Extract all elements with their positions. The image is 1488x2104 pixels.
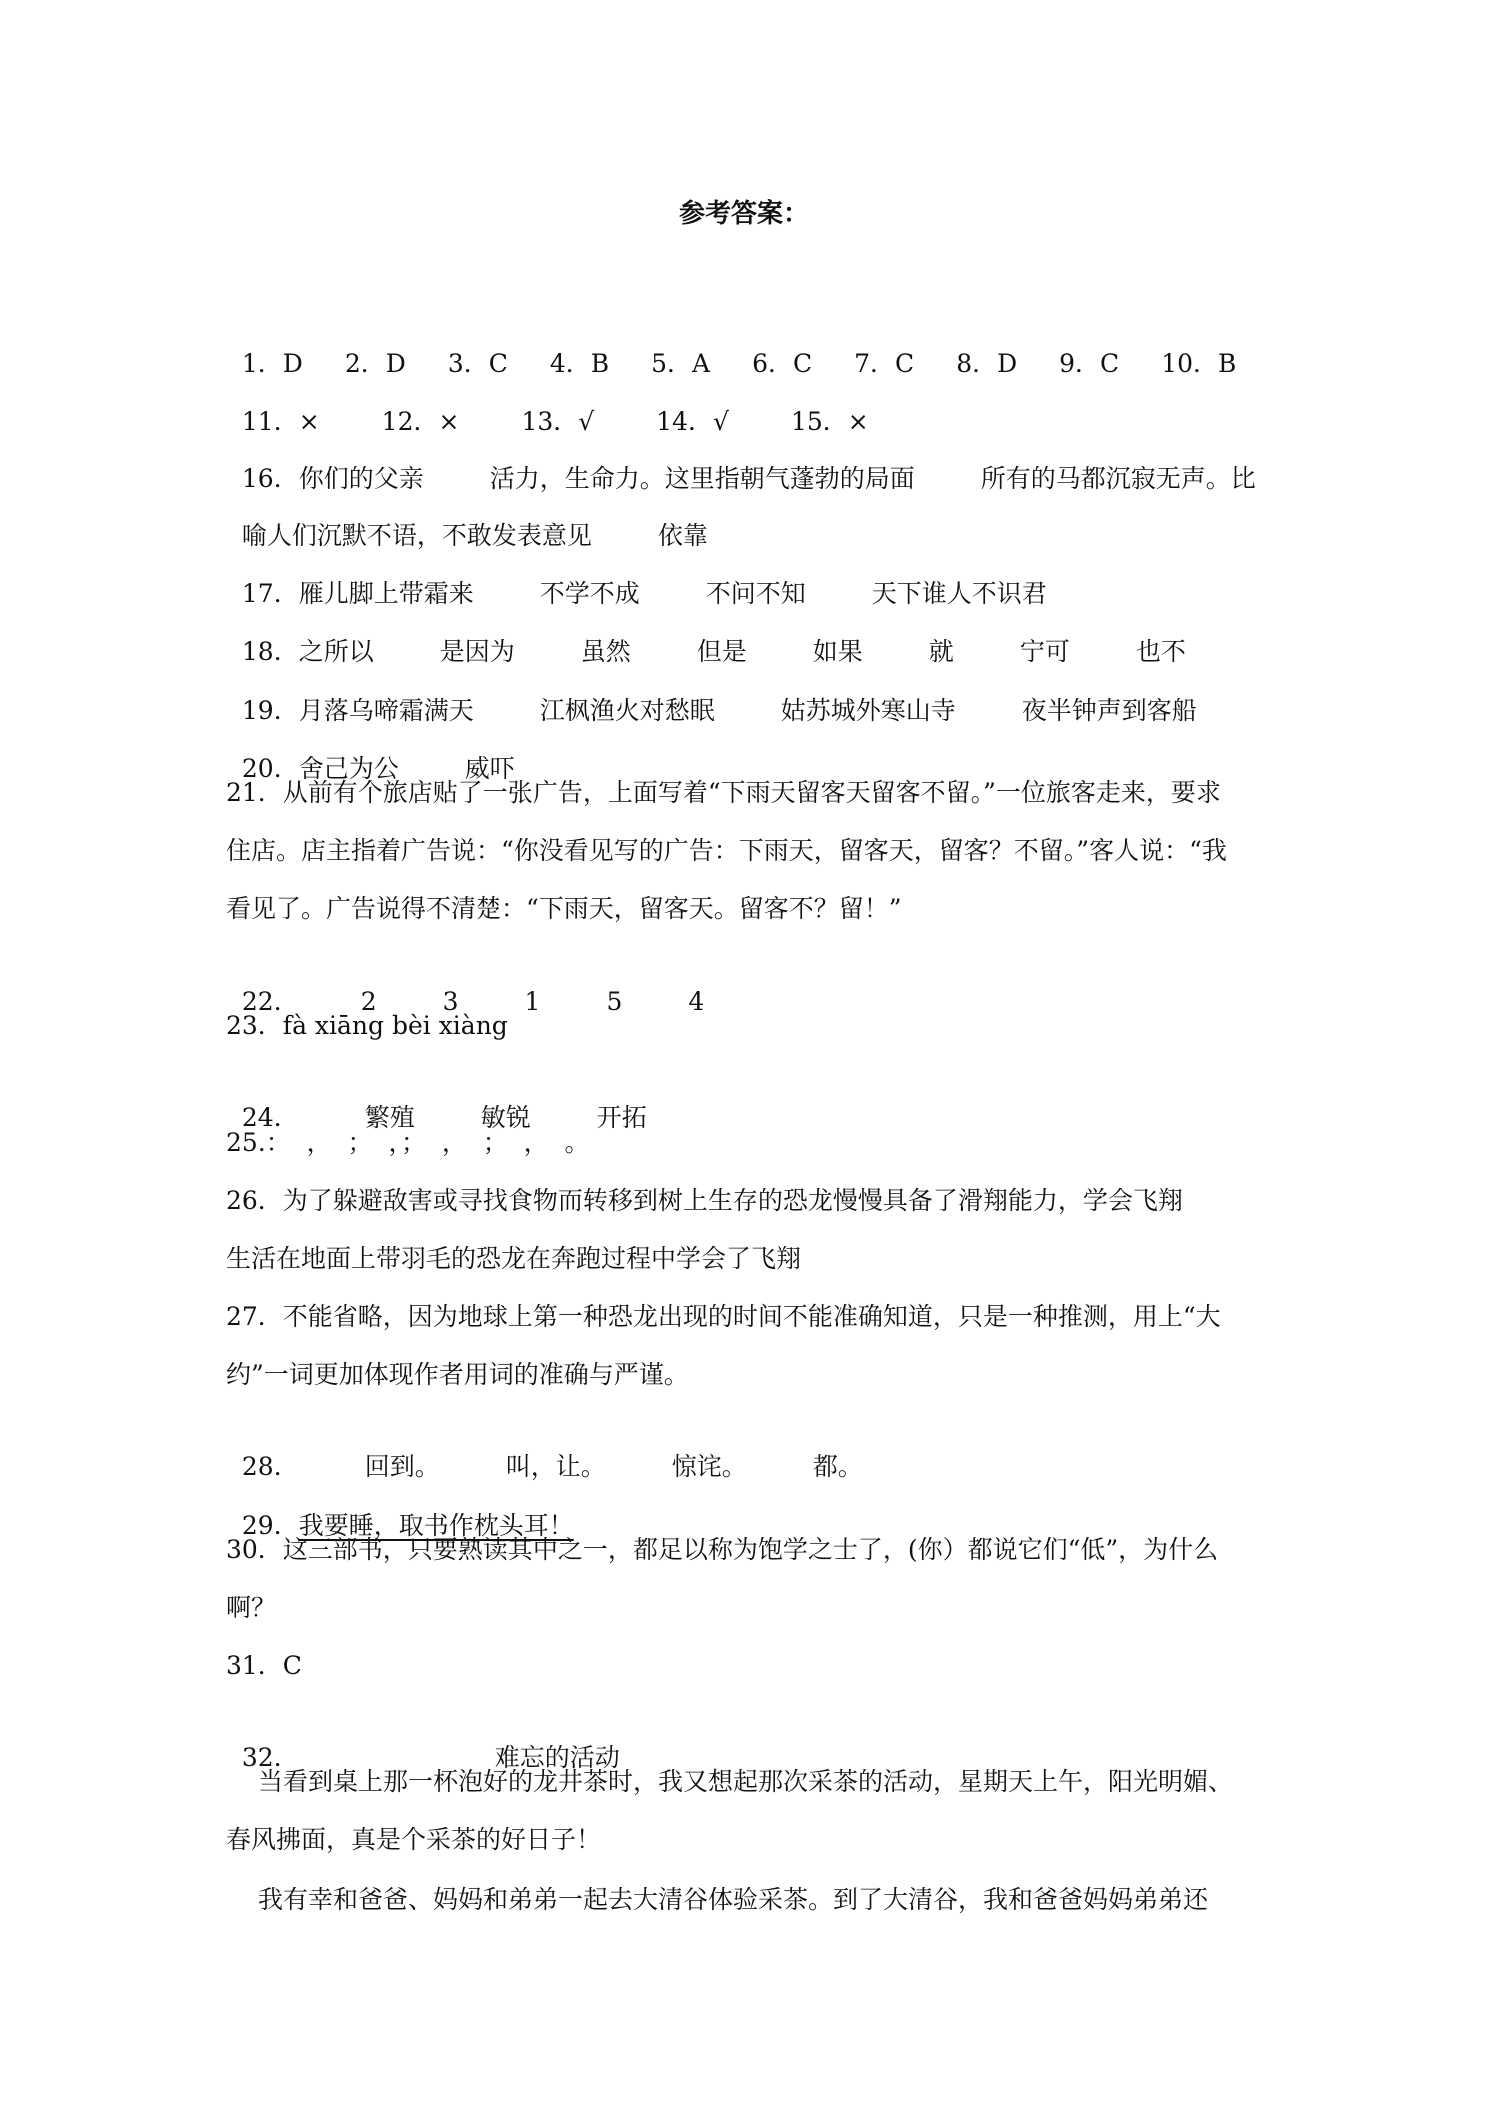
answer-23: 23．fà xiāng bèi xiàng bbox=[226, 1011, 508, 1040]
answer-32-number: 32． bbox=[241, 1743, 299, 1772]
answer-18-item: 虽然 bbox=[580, 637, 631, 666]
answer-30-line-2: 啊？ bbox=[226, 1593, 277, 1622]
answer-22-number: 22． bbox=[241, 987, 299, 1016]
page-title: 参考答案： bbox=[678, 199, 809, 229]
answer-28-number: 28． bbox=[241, 1452, 299, 1481]
essay-paragraph-2-line-1: 我有幸和爸爸、妈妈和弟弟一起去大清谷体验采茶。到了大清谷，我和爸爸妈妈弟弟还 bbox=[258, 1885, 1209, 1914]
answer-28-item: 回到。 bbox=[364, 1452, 440, 1481]
answer-17-item: 不问不知 bbox=[705, 579, 806, 608]
answer-14: 14．√ bbox=[656, 407, 729, 436]
answer-18-number: 18． bbox=[241, 637, 299, 666]
answer-18-item: 之所以 bbox=[298, 637, 374, 666]
answer-18 bbox=[226, 601, 1186, 669]
answer-20-item: 威吓 bbox=[464, 754, 515, 783]
answer-16-a2: 活力，生命力。这里指朝气蓬勃的局面 bbox=[489, 464, 915, 493]
answer-26-line-1: 26．为了躲避敌害或寻找食物而转移到树上生存的恐龙慢慢具备了滑翔能力，学会飞翔 bbox=[226, 1186, 1183, 1215]
answer-18-item: 是因为 bbox=[439, 637, 515, 666]
answer-19-item: 江枫渔火对愁眠 bbox=[539, 696, 715, 725]
answer-21-line-3: 看见了。广告说得不清楚：“下雨天，留客天。留客不？留！” bbox=[226, 894, 902, 923]
answer-18-item: 但是 bbox=[696, 637, 747, 666]
answer-29-text: 我要睡，取书作枕头耳！ bbox=[298, 1511, 574, 1540]
essay-paragraph-1-line-1: 当看到桌上那一杯泡好的龙井茶时，我又想起那次采茶的活动，星期天上午，阳光明媚、 bbox=[258, 1767, 1234, 1796]
answer-11: 11．× bbox=[241, 407, 320, 436]
answer-18-item: 就 bbox=[928, 637, 954, 666]
answer-22-item: 4 bbox=[688, 987, 705, 1016]
answer-18-item: 宁可 bbox=[1019, 637, 1070, 666]
answer-18-item: 如果 bbox=[812, 637, 863, 666]
essay-paragraph-1-line-2: 春风拂面，真是个采茶的好日子！ bbox=[226, 1825, 602, 1854]
answer-7: 7．C bbox=[854, 349, 915, 378]
answer-29-number: 29． bbox=[241, 1511, 299, 1540]
answer-22-item: 3 bbox=[442, 987, 459, 1016]
answer-17-item: 不学不成 bbox=[539, 579, 640, 608]
answer-19-item: 姑苏城外寒山寺 bbox=[780, 696, 956, 725]
essay-title: 难忘的活动 bbox=[494, 1743, 620, 1772]
answer-24-item: 繁殖 bbox=[364, 1103, 415, 1132]
answer-4: 4．B bbox=[549, 349, 610, 378]
answer-2: 2．D bbox=[344, 349, 406, 378]
answer-30-line-1: 30．这三部书，只要熟读其中之一，都足以称为饱学之士了，(你）都说它们“低”，为什么 bbox=[226, 1535, 1219, 1564]
answer-24-item: 开拓 bbox=[596, 1103, 647, 1132]
answer-24 bbox=[226, 1067, 647, 1135]
answer-16-a4: 依靠 bbox=[657, 521, 708, 550]
answer-10: 10．B bbox=[1161, 349, 1237, 378]
answer-8: 8．D bbox=[956, 349, 1018, 378]
answer-24-item: 敏锐 bbox=[480, 1103, 531, 1132]
answer-25: 25.： ， ； ，； ， ； ， 。 bbox=[226, 1128, 590, 1157]
answer-17-number: 17． bbox=[241, 579, 299, 608]
answer-27-line-2: 约”一词更加体现作者用词的准确与严谨。 bbox=[226, 1360, 689, 1389]
answer-18-item: 也不 bbox=[1135, 637, 1186, 666]
answer-24-number: 24． bbox=[241, 1103, 299, 1132]
answer-9: 9．C bbox=[1059, 349, 1120, 378]
answer-16-a3-cont: 喻人们沉默不语，不敢发表意见 bbox=[241, 521, 592, 550]
answer-28 bbox=[226, 1416, 863, 1484]
answer-1: 1．D bbox=[241, 349, 303, 378]
answer-20-number: 20． bbox=[241, 754, 299, 783]
answer-16-number: 16． bbox=[241, 464, 299, 493]
answer-21-line-1: 21．从前有个旅店贴了一张广告，上面写着“下雨天留客天留客不留。”一位旅客走来，要求 bbox=[226, 778, 1221, 807]
answer-22-item: 2 bbox=[360, 987, 377, 1016]
answer-26-line-2: 生活在地面上带羽毛的恐龙在奔跑过程中学会了飞翔 bbox=[226, 1244, 802, 1273]
answer-6: 6．C bbox=[752, 349, 813, 378]
answer-22-item: 1 bbox=[524, 987, 541, 1016]
answer-28-item: 惊诧。 bbox=[671, 1452, 747, 1481]
answer-17-item: 天下谁人不识君 bbox=[871, 579, 1047, 608]
answer-5: 5．A bbox=[651, 349, 711, 378]
answer-16-a1: 你们的父亲 bbox=[298, 464, 424, 493]
answer-21-line-2: 住店。店主指着广告说：“你没看见写的广告：下雨天，留客天，留客？不留。”客人说：“我 bbox=[226, 836, 1227, 865]
answer-19-number: 19． bbox=[241, 696, 299, 725]
answer-12: 12．× bbox=[381, 407, 460, 436]
answer-3: 3．C bbox=[447, 349, 508, 378]
answer-15: 15．× bbox=[790, 407, 869, 436]
answer-22-item: 5 bbox=[606, 987, 623, 1016]
answer-13: 13．√ bbox=[521, 407, 595, 436]
answer-19-item: 夜半钟声到客船 bbox=[1021, 696, 1197, 725]
answer-27-line-1: 27．不能省略，因为地球上第一种恐龙出现的时间不能准确知道，只是一种推测，用上“大 bbox=[226, 1302, 1221, 1331]
answer-19-item: 月落乌啼霜满天 bbox=[298, 696, 474, 725]
answer-20-item: 舍己为公 bbox=[298, 754, 399, 783]
answer-16-a3: 所有的马都沉寂无声。比 bbox=[980, 464, 1256, 493]
answer-31: 31．C bbox=[226, 1651, 302, 1680]
answer-28-item: 都。 bbox=[812, 1452, 863, 1481]
answer-17-item: 雁儿脚上带霜来 bbox=[298, 579, 474, 608]
answer-28-item: 叫，让。 bbox=[505, 1452, 606, 1481]
